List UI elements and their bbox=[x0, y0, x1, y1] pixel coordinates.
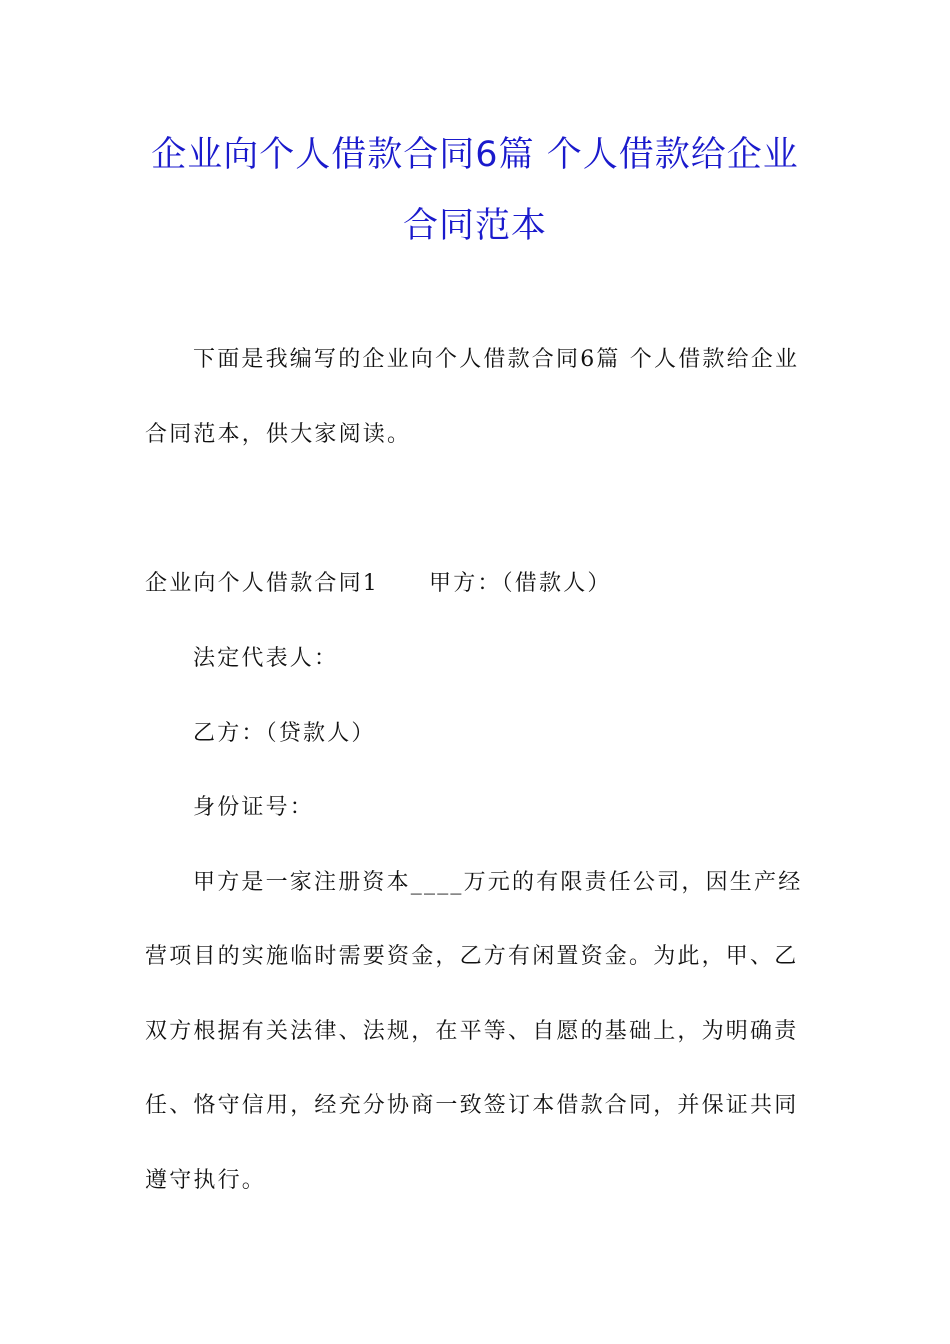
document-title-line-2: 合同范本 bbox=[402, 206, 547, 246]
party-b-label: 乙方：（贷款人） bbox=[193, 721, 376, 746]
party-a-label: 甲方：（借款人） bbox=[429, 571, 612, 596]
id-number-label: 身份证号： bbox=[193, 795, 315, 820]
legal-representative-label: 法定代表人： bbox=[193, 646, 339, 671]
body-line-4: 任、恪守信用，经充分协商一致签订本借款合同，并保证共同 bbox=[145, 1093, 799, 1118]
body-line-3: 双方根据有关法律、法规，在平等、自愿的基础上，为明确责 bbox=[145, 1019, 799, 1044]
body-line-5: 遵守执行。 bbox=[145, 1168, 267, 1193]
body-line-2: 营项目的实施临时需要资金，乙方有闲置资金。为此，甲、乙 bbox=[145, 944, 799, 969]
section-heading-row bbox=[145, 569, 612, 599]
body-line-1: 甲方是一家注册资本____万元的有限责任公司，因生产经 bbox=[193, 870, 803, 895]
intro-line-2: 合同范本，供大家阅读。 bbox=[145, 422, 412, 447]
section-heading: 企业向个人借款合同1 bbox=[145, 571, 379, 596]
intro-line-1: 下面是我编写的企业向个人借款合同6篇 个人借款给企业 bbox=[193, 347, 800, 372]
document-title-line-1: 企业向个人借款合同6篇 个人借款给企业 bbox=[151, 135, 799, 175]
